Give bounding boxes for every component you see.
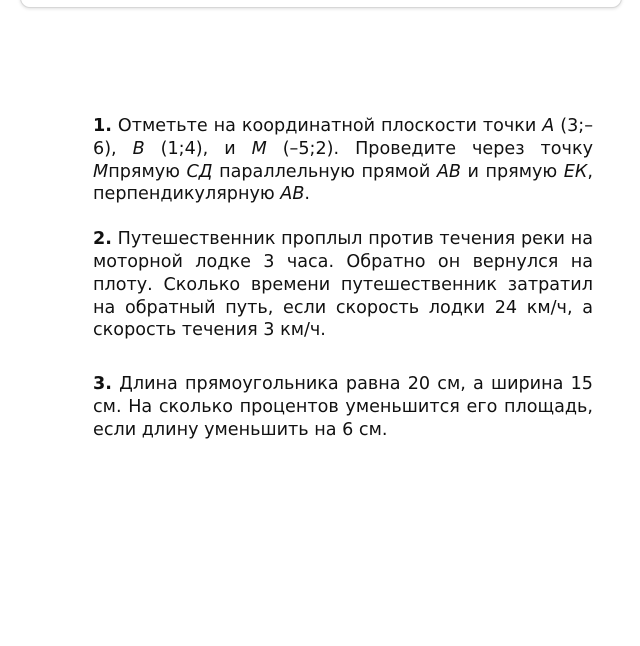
task-text: прямую: [108, 161, 187, 182]
document-body: [93, 115, 593, 442]
task-1: [93, 115, 593, 206]
task-text: Длина прямоугольника равна 20 см, а ширина 15 см. На сколько процентов уменьшится его площадь, если длину уменьшить на 6 см.: [93, 374, 593, 440]
task-text: Путешественник проплыл против течения реки на моторной лодке 3 часа. Обратно он вернулся на плоту. Сколько времени путешественник затратил на обратный путь, если скорость лодки 24 км/ч, а скорость течения 3 км/ч.: [93, 229, 593, 341]
task-text: (1;4), и: [144, 138, 252, 159]
line-label: ЕК: [563, 161, 588, 182]
line-label: СД: [186, 161, 213, 182]
task-number: 1.: [93, 116, 112, 136]
line-label: АВ: [436, 161, 461, 182]
task-text: , перпендикулярную: [93, 161, 593, 205]
point-label: М: [251, 138, 267, 159]
task-text: параллельную прямой: [212, 161, 437, 182]
task-text: (–5;2). Проведите через точку: [266, 138, 593, 159]
task-number: 3.: [93, 374, 112, 395]
task-text: .: [304, 184, 310, 205]
task-3: [93, 373, 593, 441]
line-label: АВ: [280, 184, 305, 205]
task-number: 2.: [93, 229, 112, 250]
task-2: [93, 228, 593, 342]
task-text: Отметьте на координатной плоскости точки: [111, 116, 543, 136]
point-label: М: [93, 161, 109, 182]
point-label: В: [132, 138, 145, 159]
point-label: А: [542, 116, 555, 136]
top-bar: [20, 0, 622, 8]
task-text: и прямую: [460, 161, 564, 182]
task-text: (3;–6),: [93, 116, 594, 159]
